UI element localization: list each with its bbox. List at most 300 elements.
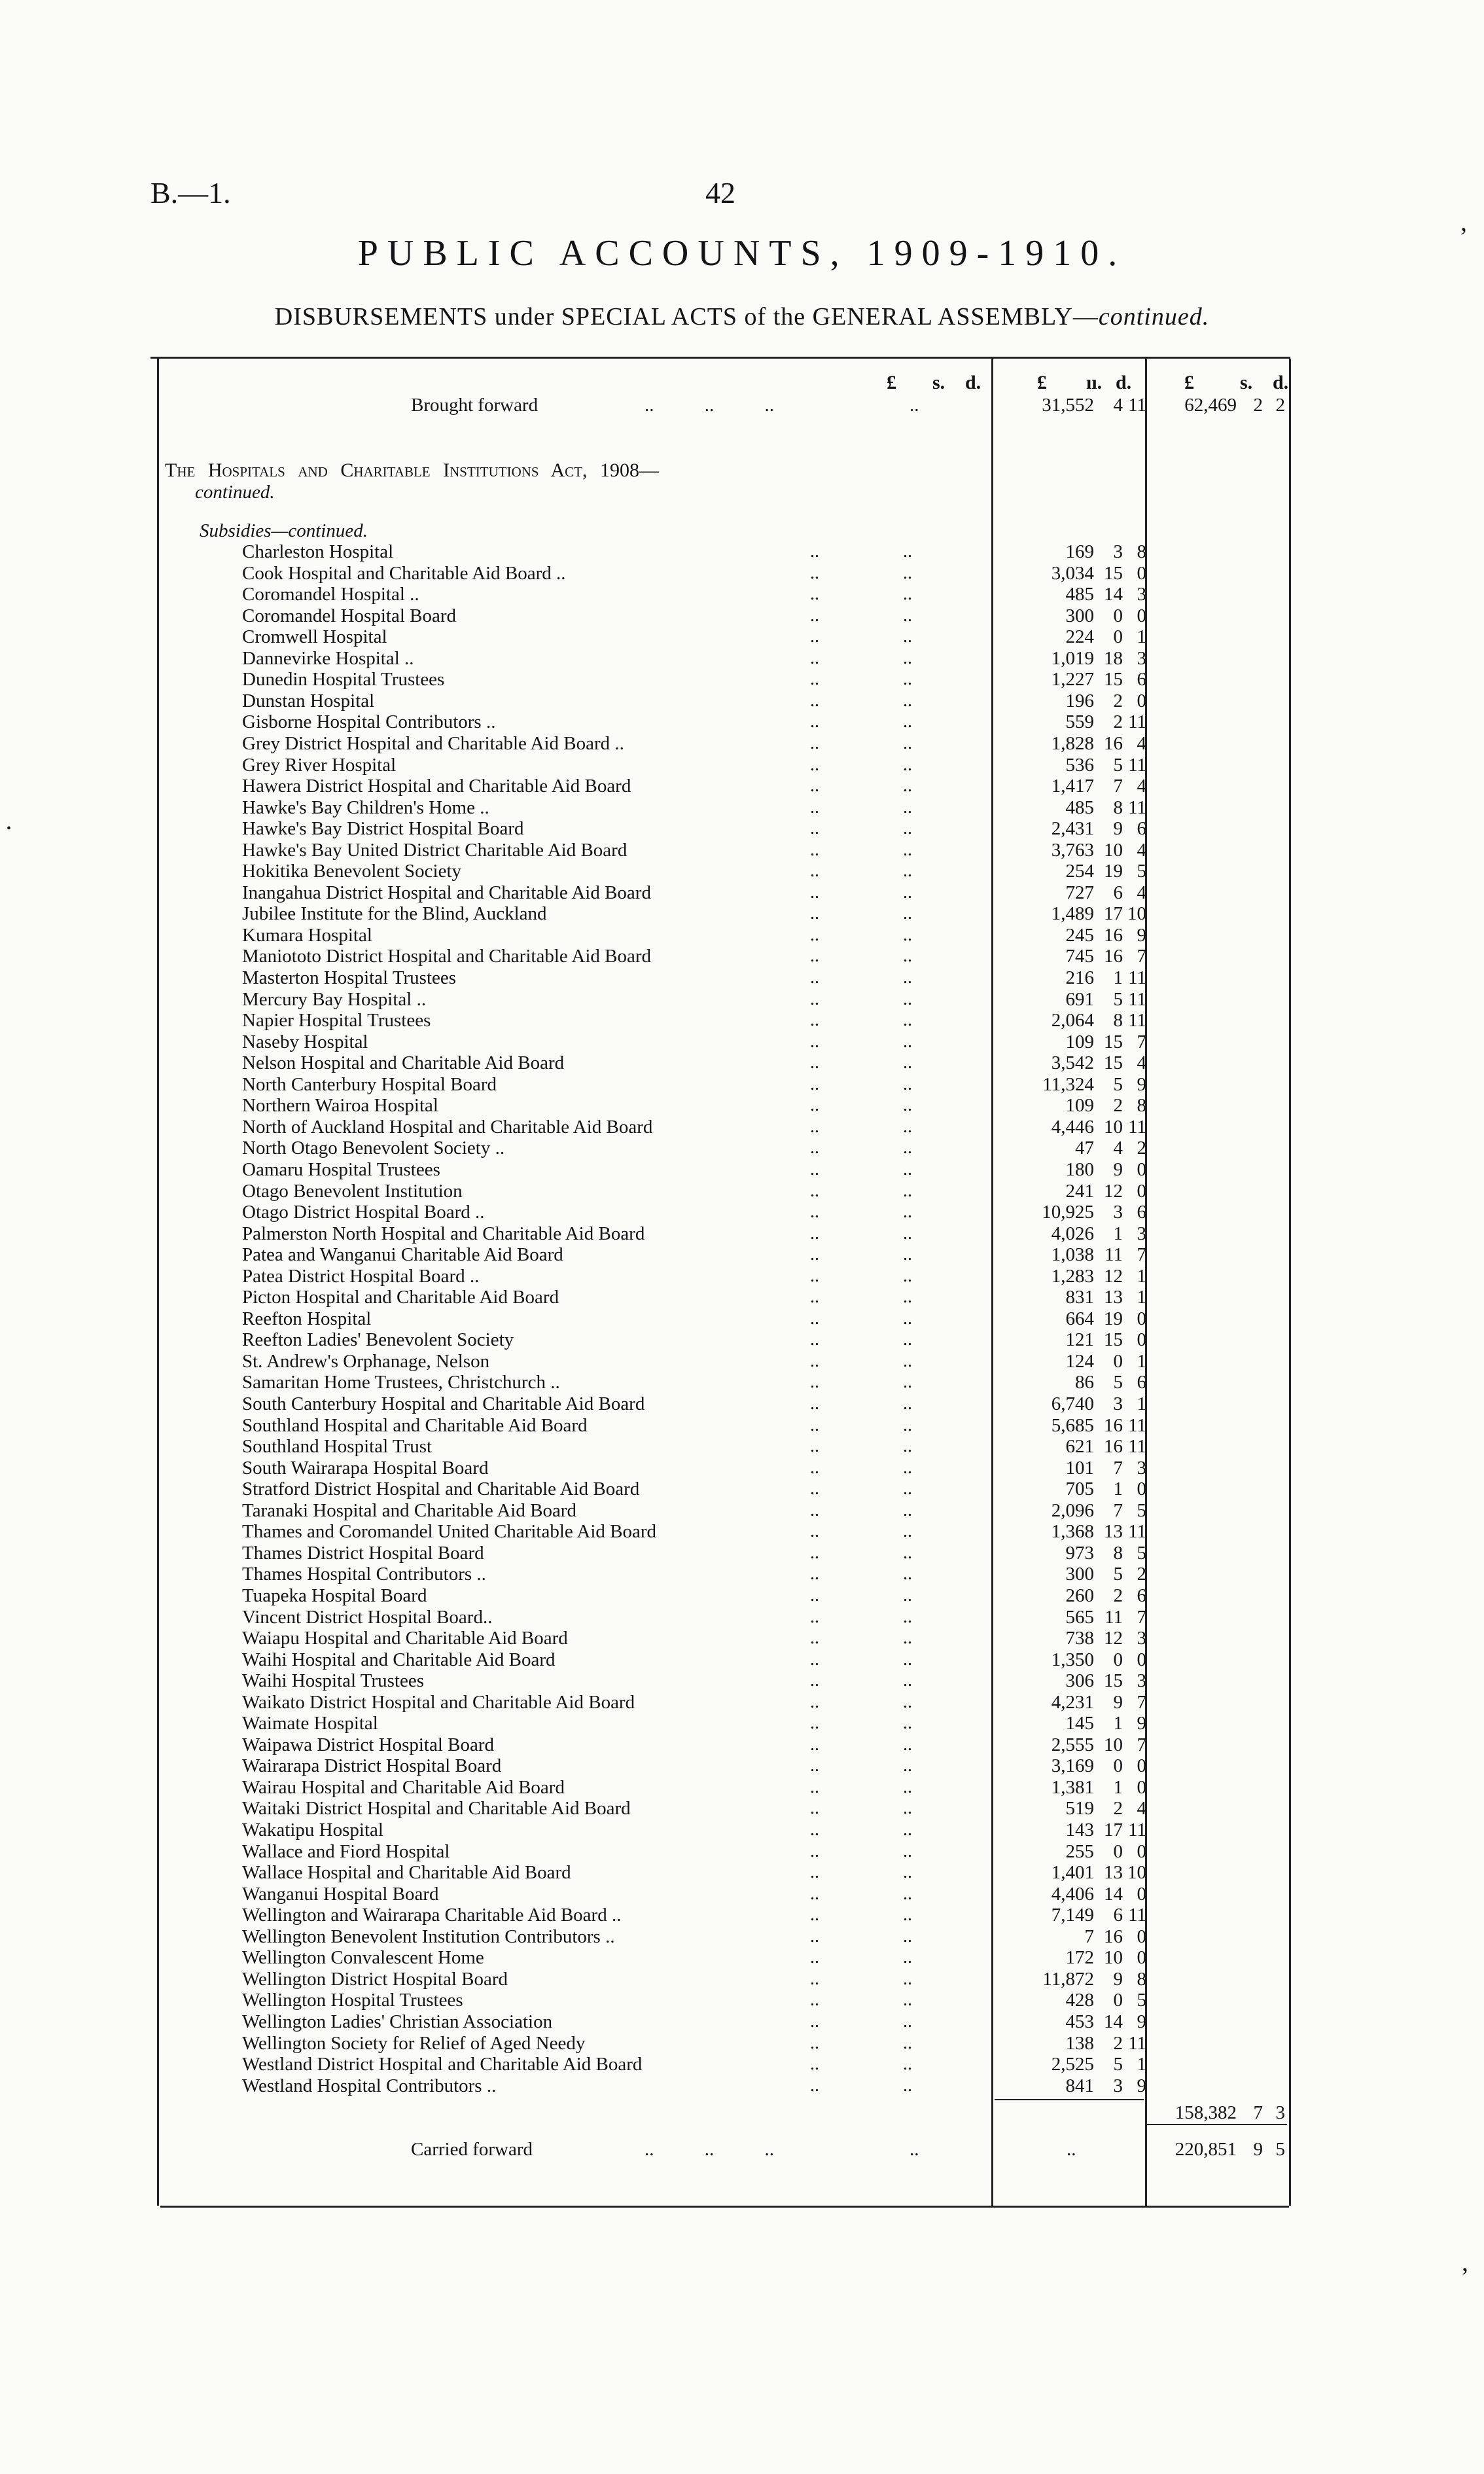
table-row [0, 648, 1484, 669]
entry-name: Kumara Hospital [242, 924, 372, 946]
entry-col1-dots: .. [903, 1031, 912, 1052]
table-row [0, 669, 1484, 690]
entry-col1-dots: .. [903, 647, 912, 668]
entry-name: Maniototo District Hospital and Charitable Aid Board [242, 946, 652, 967]
table-row [0, 2075, 1484, 2096]
entry-pounds: 254 [1065, 861, 1094, 882]
col2-shilling-header: ıı. [1086, 372, 1103, 393]
entry-shillings: 11 [1104, 1244, 1123, 1266]
entry-shillings: 2 [1113, 2032, 1123, 2054]
entry-col1-dots: .. [903, 1372, 912, 1393]
entry-col1-dots: .. [903, 2032, 912, 2053]
entry-dots: .. [810, 1713, 819, 1734]
entry-col1-dots: .. [903, 1990, 912, 2011]
col1-pence-header: d. [965, 372, 981, 393]
entry-shillings: 9 [1113, 1158, 1123, 1180]
table-row [0, 903, 1484, 924]
entry-name: Wellington Convalescent Home [242, 1947, 484, 1969]
entry-pence: 0 [1137, 1755, 1146, 1777]
entry-name: Vincent District Hospital Board.. [242, 1606, 493, 1628]
entry-pence: 4 [1137, 732, 1146, 754]
entry-shillings: 4 [1113, 1138, 1123, 1159]
entry-col1-dots: .. [903, 584, 912, 605]
entry-name: Wallace Hospital and Charitable Aid Board [242, 1862, 571, 1884]
entry-pence: 11 [1128, 797, 1146, 818]
entry-dots: .. [810, 1031, 819, 1052]
entry-col1-dots: .. [903, 1713, 912, 1734]
entry-pence: 0 [1137, 1329, 1146, 1351]
entry-col1-dots: .. [903, 1244, 912, 1265]
entry-pounds: 1,350 [1051, 1649, 1094, 1670]
entry-pounds: 4,406 [1051, 1883, 1094, 1905]
entry-name: South Wairarapa Hospital Board [242, 1457, 489, 1479]
entry-pence: 5 [1137, 1499, 1146, 1521]
entry-col1-dots: .. [903, 1840, 912, 1861]
entry-name: Wairarapa District Hospital Board [242, 1755, 502, 1777]
table-row [0, 1244, 1484, 1265]
entry-name: Coromandel Hospital .. [242, 584, 419, 605]
entry-col1-dots: .. [903, 1265, 912, 1286]
entry-pounds: 241 [1065, 1180, 1094, 1202]
entry-dots: .. [810, 1223, 819, 1244]
entry-pounds: 124 [1065, 1350, 1094, 1372]
entry-pounds: 4,231 [1051, 1691, 1094, 1713]
entry-pence: 0 [1137, 1926, 1146, 1947]
entry-shillings: 5 [1113, 988, 1123, 1010]
subsidies-heading: Subsidies—continued. [200, 520, 368, 541]
entry-pence: 3 [1137, 1457, 1146, 1479]
entry-shillings: 15 [1104, 1031, 1123, 1052]
entry-shillings: 10 [1104, 839, 1123, 861]
entry-col1-dots: .. [903, 1691, 912, 1712]
entry-dots: .. [810, 669, 819, 690]
entry-shillings: 6 [1113, 1905, 1123, 1926]
entry-col1-dots: .. [903, 1628, 912, 1649]
entry-dots: .. [810, 818, 819, 839]
brought-forward-col2-pence: 11 [1128, 395, 1146, 416]
entry-dots: .. [810, 1649, 819, 1670]
entry-shillings: 6 [1113, 882, 1123, 903]
entry-pounds: 3,542 [1051, 1052, 1094, 1074]
entry-dots: .. [810, 2032, 819, 2053]
entry-pounds: 3,034 [1051, 562, 1094, 584]
entry-pence: 0 [1137, 1308, 1146, 1329]
entry-shillings: 0 [1113, 1649, 1123, 1670]
brought-forward-col3-pounds: 62,469 [1184, 395, 1237, 416]
entry-pence: 11 [1128, 988, 1146, 1010]
entry-col1-dots: .. [903, 1457, 912, 1478]
entry-col1-dots: .. [903, 882, 912, 903]
table-row [0, 1479, 1484, 1499]
entry-pence: 4 [1137, 882, 1146, 903]
entry-dots: .. [810, 1585, 819, 1605]
entry-dots: .. [810, 797, 819, 817]
entry-pence: 2 [1137, 1564, 1146, 1585]
table-row [0, 690, 1484, 711]
entry-col1-dots: .. [903, 690, 912, 711]
table-row [0, 1223, 1484, 1244]
entry-pounds: 428 [1065, 1990, 1094, 2011]
entry-col1-dots: .. [903, 1926, 912, 1946]
col3-pence-header: d. [1273, 372, 1289, 393]
table-row [0, 1308, 1484, 1329]
entry-col1-dots: .. [903, 1734, 912, 1755]
entry-col1-dots: .. [903, 562, 912, 583]
table-row [0, 989, 1484, 1010]
entry-name: Patea District Hospital Board .. [242, 1265, 480, 1287]
entry-col1-dots: .. [903, 818, 912, 839]
table-row [0, 776, 1484, 797]
entry-pence: 8 [1137, 1095, 1146, 1117]
entry-name: Westland Hospital Contributors .. [242, 2075, 497, 2096]
table-bottom-rule [160, 2206, 1289, 2208]
table-row [0, 1926, 1484, 1947]
entry-name: Masterton Hospital Trustees [242, 967, 457, 988]
entry-col1-dots: .. [903, 1649, 912, 1670]
col2-pence-header: d. [1116, 372, 1132, 393]
entry-shillings: 0 [1113, 1990, 1123, 2011]
entry-dots: .. [810, 1457, 819, 1478]
entry-col1-dots: .. [903, 711, 912, 732]
entry-dots: .. [810, 541, 819, 562]
table-row [0, 882, 1484, 903]
entry-pence: 7 [1137, 1031, 1146, 1052]
entry-pence: 0 [1137, 562, 1146, 584]
entry-pounds: 306 [1065, 1670, 1094, 1692]
page-subtitle [0, 302, 1484, 331]
brought-forward-col2-shillings: 4 [1113, 395, 1123, 416]
table-row [0, 1713, 1484, 1734]
entry-col1-dots: .. [903, 605, 912, 626]
entry-dots: .. [810, 903, 819, 924]
table-row [0, 2011, 1484, 2032]
entry-shillings: 19 [1104, 1308, 1123, 1329]
table-row [0, 1287, 1484, 1308]
table-row [0, 711, 1484, 732]
table-row [0, 2054, 1484, 2075]
brought-forward-col2-pounds: 31,552 [1042, 395, 1094, 416]
entry-pounds: 5,685 [1051, 1414, 1094, 1436]
entry-shillings: 7 [1113, 1499, 1123, 1521]
entry-name: Waiapu Hospital and Charitable Aid Board [242, 1628, 568, 1649]
entry-pence: 7 [1137, 1606, 1146, 1628]
entry-name: South Canterbury Hospital and Charitable Aid Board [242, 1393, 645, 1414]
table-row [0, 733, 1484, 754]
entry-dots: .. [810, 1265, 819, 1286]
entry-shillings: 16 [1104, 946, 1123, 967]
entry-name: St. Andrew's Orphanage, Nelson [242, 1350, 490, 1372]
entry-name: Wellington Ladies' Christian Association [242, 2011, 553, 2032]
entry-shillings: 14 [1104, 1883, 1123, 1905]
entry-pounds: 224 [1065, 626, 1094, 648]
entry-name: Southland Hospital and Charitable Aid Board [242, 1414, 588, 1436]
entry-pounds: 831 [1065, 1287, 1094, 1308]
entry-col1-dots: .. [903, 1521, 912, 1542]
entry-name: Hawke's Bay United District Charitable Aid Board [242, 839, 627, 861]
entry-shillings: 2 [1113, 690, 1123, 711]
col2-pound-header: £ [1037, 372, 1047, 393]
entry-name: Charleston Hospital [242, 541, 394, 562]
entry-dots: .. [810, 1905, 819, 1926]
entry-col1-dots: .. [903, 1564, 912, 1585]
carried-rule [1146, 2124, 1287, 2125]
entry-shillings: 15 [1104, 669, 1123, 690]
entry-pounds: 727 [1065, 882, 1094, 903]
entry-pounds: 7 [1084, 1926, 1094, 1947]
entry-name: Samaritan Home Trustees, Christchurch .. [242, 1372, 560, 1393]
brought-forward-col3-pence: 2 [1275, 395, 1285, 416]
entry-shillings: 9 [1113, 818, 1123, 840]
entry-col1-dots: .. [903, 2075, 912, 2096]
table-row [0, 1500, 1484, 1521]
entry-pounds: 2,064 [1051, 1010, 1094, 1031]
entry-pence: 0 [1137, 605, 1146, 626]
table-row [0, 1969, 1484, 1990]
entry-pounds: 565 [1065, 1606, 1094, 1628]
entry-col1-dots: .. [903, 1499, 912, 1520]
entry-col1-dots: .. [903, 2011, 912, 2032]
table-row [0, 1820, 1484, 1840]
entry-dots: .. [810, 584, 819, 605]
entry-name: Napier Hospital Trustees [242, 1010, 431, 1031]
table-row [0, 1607, 1484, 1628]
entry-name: Grey District Hospital and Charitable Aid Board .. [242, 732, 624, 754]
entry-dots: .. [810, 1564, 819, 1585]
entry-col1-dots: .. [903, 1479, 912, 1499]
entry-pounds: 216 [1065, 967, 1094, 988]
entry-shillings: 16 [1104, 1414, 1123, 1436]
entry-name: Inangahua District Hospital and Charitable Aid Board [242, 882, 651, 903]
entry-name: Wellington Benevolent Institution Contributors .. [242, 1926, 615, 1947]
entry-name: Dunstan Hospital [242, 690, 375, 711]
table-row [0, 1798, 1484, 1819]
entry-pounds: 621 [1065, 1436, 1094, 1458]
entry-shillings: 5 [1113, 1564, 1123, 1585]
entry-shillings: 1 [1113, 1479, 1123, 1500]
entry-pounds: 101 [1065, 1457, 1094, 1479]
entry-pounds: 738 [1065, 1628, 1094, 1649]
entry-dots: .. [810, 1820, 819, 1840]
entry-dots: .. [810, 1691, 819, 1712]
entry-name: Thames and Coromandel United Charitable Aid Board [242, 1521, 657, 1543]
table-row [0, 605, 1484, 626]
entry-dots: .. [810, 1308, 819, 1329]
entry-pounds: 180 [1065, 1158, 1094, 1180]
entry-pence: 0 [1137, 1180, 1146, 1202]
document-reference: B.—1. [150, 176, 231, 209]
entry-pence: 3 [1137, 1670, 1146, 1692]
entry-pence: 11 [1128, 1116, 1146, 1138]
entry-pounds: 143 [1065, 1820, 1094, 1840]
entry-name: Reefton Hospital [242, 1308, 372, 1329]
entry-dots: .. [810, 882, 819, 903]
entry-name: Taranaki Hospital and Charitable Aid Board [242, 1499, 576, 1521]
entry-col1-dots: .. [903, 732, 912, 753]
entry-pence: 6 [1137, 669, 1146, 690]
entry-col1-dots: .. [903, 1755, 912, 1776]
table-row [0, 1734, 1484, 1755]
entry-shillings: 8 [1113, 1542, 1123, 1564]
entry-col1-dots: .. [903, 924, 912, 945]
entry-pence: 1 [1137, 1350, 1146, 1372]
entry-name: Waitaki District Hospital and Charitable Aid Board [242, 1798, 631, 1820]
entry-dots: .. [810, 1116, 819, 1137]
entry-shillings: 7 [1113, 776, 1123, 797]
entry-shillings: 1 [1113, 1223, 1123, 1244]
margin-mark-left: • [7, 821, 12, 836]
entry-col1-dots: .. [903, 861, 912, 882]
entry-pence: 5 [1137, 1990, 1146, 2011]
entry-pence: 7 [1137, 1734, 1146, 1755]
entry-pounds: 4,026 [1051, 1223, 1094, 1244]
entry-col1-dots: .. [903, 1670, 912, 1691]
table-row [0, 1755, 1484, 1776]
entry-shillings: 5 [1113, 2054, 1123, 2075]
entry-shillings: 15 [1104, 1670, 1123, 1692]
table-row [0, 1074, 1484, 1095]
table-row [0, 1458, 1484, 1479]
entry-pence: 9 [1137, 924, 1146, 946]
entry-shillings: 2 [1113, 1095, 1123, 1117]
entry-shillings: 1 [1113, 1776, 1123, 1798]
entry-shillings: 14 [1104, 584, 1123, 605]
entry-dots: .. [810, 946, 819, 967]
entry-pence: 0 [1137, 690, 1146, 711]
entry-name: Reefton Ladies' Benevolent Society [242, 1329, 514, 1351]
entry-col1-dots: .. [903, 1010, 912, 1031]
entry-pounds: 7,149 [1051, 1905, 1094, 1926]
entry-pounds: 973 [1065, 1542, 1094, 1564]
entry-name: Wanganui Hospital Board [242, 1883, 439, 1905]
entry-dots: .. [810, 1862, 819, 1883]
entry-col1-dots: .. [903, 1968, 912, 1989]
entry-shillings: 12 [1104, 1628, 1123, 1649]
entry-shillings: 16 [1104, 1436, 1123, 1458]
entry-dots: .. [810, 690, 819, 711]
entry-name: Otago Benevolent Institution [242, 1180, 463, 1202]
entry-shillings: 0 [1113, 626, 1123, 648]
entry-dots: .. [810, 1138, 819, 1158]
entry-dots: .. [810, 1436, 819, 1457]
entry-name: Hawke's Bay District Hospital Board [242, 818, 524, 840]
entry-shillings: 0 [1113, 1840, 1123, 1862]
entry-col1-dots: .. [903, 1393, 912, 1414]
entry-name: Mercury Bay Hospital .. [242, 988, 427, 1010]
entry-pence: 3 [1137, 584, 1146, 605]
entry-name: North of Auckland Hospital and Charitable Aid Board [242, 1116, 653, 1138]
table-row [0, 1202, 1484, 1223]
entry-name: Dunedin Hospital Trustees [242, 669, 445, 690]
entry-dots: .. [810, 1329, 819, 1350]
table-row [0, 1372, 1484, 1393]
entry-pence: 11 [1128, 1436, 1146, 1458]
entry-pence: 4 [1137, 839, 1146, 861]
entry-name: Waimate Hospital [242, 1713, 378, 1734]
entry-pence: 0 [1137, 1479, 1146, 1500]
carried-forward-pounds: 220,851 [1175, 2139, 1237, 2160]
entry-shillings: 16 [1104, 924, 1123, 946]
col1-pound-header: £ [887, 372, 896, 393]
entry-col1-dots: .. [903, 967, 912, 988]
table-row [0, 563, 1484, 584]
entry-dots: .. [810, 1372, 819, 1393]
subtitle-continued: continued. [1098, 303, 1210, 331]
entry-shillings: 0 [1113, 1350, 1123, 1372]
entry-pounds: 260 [1065, 1585, 1094, 1606]
table-row [0, 1052, 1484, 1073]
entry-dots: .. [810, 1202, 819, 1223]
entry-pence: 11 [1128, 1414, 1146, 1436]
entry-pence: 4 [1137, 1052, 1146, 1074]
entry-pounds: 6,740 [1051, 1393, 1094, 1414]
table-row [0, 1670, 1484, 1691]
table-row [0, 1862, 1484, 1883]
act-heading-continued: continued. [195, 482, 275, 503]
entry-shillings: 19 [1104, 861, 1123, 882]
entry-shillings: 2 [1113, 711, 1123, 733]
entry-col1-dots: .. [903, 1158, 912, 1179]
table-row [0, 1138, 1484, 1158]
entry-pence: 1 [1137, 1393, 1146, 1414]
entry-pence: 1 [1137, 1265, 1146, 1287]
entry-name: Wellington District Hospital Board [242, 1968, 508, 1990]
entry-pence: 8 [1137, 541, 1146, 562]
table-row [0, 541, 1484, 562]
entry-shillings: 13 [1104, 1521, 1123, 1543]
table-row [0, 1990, 1484, 2011]
entry-pence: 6 [1137, 1585, 1146, 1606]
entry-pounds: 664 [1065, 1308, 1094, 1329]
entry-col1-dots: .. [903, 988, 912, 1009]
entry-pounds: 485 [1065, 584, 1094, 605]
table-row [0, 797, 1484, 818]
entry-pence: 1 [1137, 2054, 1146, 2075]
entry-name: North Otago Benevolent Society .. [242, 1138, 505, 1159]
entry-shillings: 12 [1104, 1265, 1123, 1287]
table-row [0, 1521, 1484, 1542]
entry-shillings: 13 [1104, 1287, 1123, 1308]
entry-col1-dots: .. [903, 2054, 912, 2075]
entry-pence: 9 [1137, 2075, 1146, 2096]
entry-pounds: 1,227 [1051, 669, 1094, 690]
entry-shillings: 11 [1104, 1606, 1123, 1628]
entry-pence: 9 [1137, 2011, 1146, 2032]
entry-pence: 11 [1128, 1905, 1146, 1926]
table-row [0, 584, 1484, 605]
table-row [0, 1436, 1484, 1457]
entry-col1-dots: .. [903, 1820, 912, 1840]
table-row [0, 1628, 1484, 1649]
entry-pence: 11 [1128, 754, 1146, 776]
entry-pence: 3 [1137, 1628, 1146, 1649]
entry-pence: 11 [1128, 1820, 1146, 1840]
table-row [0, 1266, 1484, 1287]
entry-pence: 6 [1137, 1202, 1146, 1223]
table-row [0, 1117, 1484, 1138]
entry-pounds: 300 [1065, 1564, 1094, 1585]
entry-pence: 0 [1137, 1776, 1146, 1798]
entry-name: Jubilee Institute for the Blind, Auckland [242, 903, 547, 925]
entry-pounds: 196 [1065, 690, 1094, 711]
col3-shilling-header: s. [1240, 372, 1253, 393]
page-number: 42 [705, 176, 735, 209]
entry-dots: .. [810, 839, 819, 860]
table-row [0, 1692, 1484, 1713]
col3-pound-header: £ [1184, 372, 1194, 393]
entry-dots: .. [810, 1479, 819, 1499]
entry-col1-dots: .. [903, 1052, 912, 1073]
table-row [0, 1884, 1484, 1905]
